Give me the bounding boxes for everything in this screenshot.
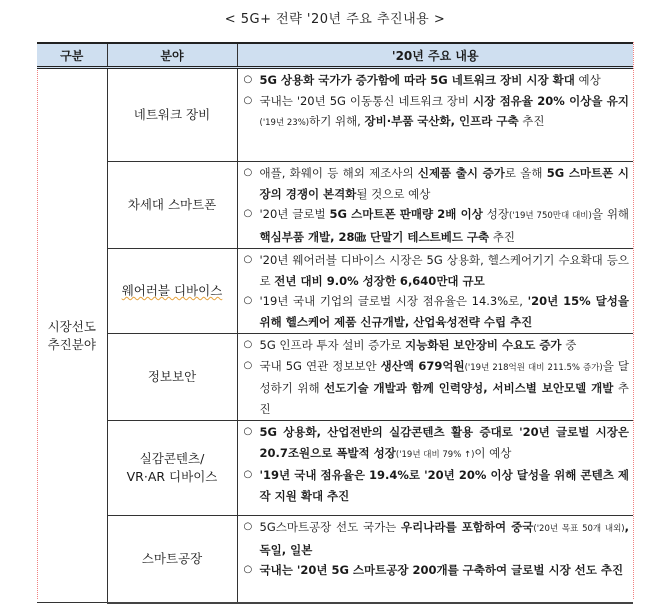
- category-line2: 추진분야: [47, 336, 96, 352]
- text-segment: 선도기술 개발과 함께 인력양성, 서비스별 보안모델 개발: [324, 381, 614, 395]
- bullet-item: [244, 291, 630, 332]
- bullet-circle-icon: ○: [243, 74, 253, 85]
- text-segment: 성장: [482, 207, 509, 221]
- text-segment: 추진: [489, 229, 516, 244]
- header-category: 구분: [37, 43, 107, 68]
- content-cell: [237, 334, 633, 421]
- content-cell: [237, 421, 633, 516]
- header-row: [37, 43, 633, 68]
- text-segment: '20년 글로벌: [259, 207, 330, 221]
- text-segment: ('19년 750만대 대비): [508, 211, 592, 221]
- field-cell: 차세대 스마트폰: [107, 162, 237, 249]
- strategy-table: [37, 42, 633, 604]
- text-segment: ('19년 대비 79% ↑): [395, 449, 475, 460]
- text-segment: 5G 상용화, 산업전반의 실감콘텐츠 활용 증대로 '20년 글로벌 시장은 20.7조원으로 폭발적 성장: [259, 425, 629, 460]
- content-cell: [237, 68, 633, 162]
- field-cell: [107, 249, 237, 334]
- text-segment: 국내는 '20년 5G 스마트공장 200개를 구축하여 글로벌 시장 선도 추진: [259, 563, 624, 577]
- text-segment: ('20년 목표 50개 내외): [533, 524, 625, 534]
- bullet-item: [244, 163, 630, 204]
- text-segment: 국내 5G 연관 정보보안: [259, 358, 381, 373]
- bullet-text: [260, 560, 630, 581]
- text-segment: 5G 스마트폰 판매량 2배 이상: [329, 207, 483, 221]
- bullet-circle-icon: ○: [243, 208, 253, 219]
- bullet-item: [244, 422, 630, 465]
- header-field: 분야: [107, 43, 237, 68]
- text-segment: 국내는 '20년 5G 이동통신 네트워크 장비: [259, 93, 474, 108]
- bullet-circle-icon: ○: [243, 339, 253, 350]
- bullet-text: [260, 70, 630, 91]
- header-content: '20년 주요 내용: [237, 43, 633, 68]
- text-segment: '20년 웨어러블 디바이스 시장은 5G 상용화, 헬스케어기기 수요확대 등으로: [259, 253, 629, 288]
- bullet-item: [244, 465, 630, 506]
- bullet-text: [260, 517, 630, 560]
- bullet-text: [260, 422, 630, 465]
- text-segment: 5G스마트공장 선도 국가는: [259, 520, 402, 534]
- field-label-line1: 실감콘텐츠/: [139, 451, 205, 466]
- bullet-circle-icon: ○: [243, 295, 253, 306]
- bullet-circle-icon: ○: [243, 254, 253, 265]
- text-segment: 을 위해: [591, 207, 630, 221]
- bullet-item: [244, 204, 630, 247]
- table-row: [37, 334, 633, 421]
- table-row: [37, 162, 633, 249]
- table-row: [37, 68, 633, 162]
- text-segment: 추진: [518, 114, 545, 128]
- category-cell: [37, 68, 107, 603]
- table-row: [37, 421, 633, 516]
- table-row: [37, 516, 633, 603]
- text-segment: 지능화된 보안장비 수요도 증가: [405, 338, 562, 352]
- text-segment: ('19년 218억원 대비 211.5% 증가): [464, 362, 603, 373]
- content-cell: [237, 516, 633, 603]
- bullet-item: [244, 91, 630, 134]
- text-segment: 추진: [259, 381, 630, 416]
- category-line1: 시장선도: [47, 318, 96, 334]
- bullet-circle-icon: ○: [243, 167, 253, 178]
- bullet-circle-icon: ○: [243, 359, 253, 371]
- bullet-text: [260, 291, 630, 332]
- bullet-circle-icon: ○: [243, 426, 253, 437]
- bullet-item: [244, 70, 630, 91]
- text-segment: 시장 점유율 20% 이상을 유지: [473, 93, 629, 108]
- text-segment: 5G 상용화 국가가 증가함에 따라 5G 네트워크 장비 시장 확대: [259, 73, 575, 87]
- content-cell: [237, 249, 633, 334]
- bullet-text: [260, 250, 630, 291]
- text-segment: , 독일, 일본: [259, 520, 629, 557]
- content-cell: [237, 162, 633, 249]
- text-segment: 예상: [574, 73, 601, 87]
- bullet-item: [244, 250, 630, 291]
- text-segment: 우리나라를 포함하여 중국: [401, 520, 534, 534]
- text-segment: 신제품 출시 증가: [417, 166, 505, 180]
- text-segment: 을 달성하기 위해: [259, 358, 629, 395]
- text-segment: '20년 15% 달성을 위해 헬스케어 제품 신규개발, 산업육성전략 수립 추진: [259, 294, 629, 329]
- text-segment: 핵심부품 개발, 28㎓ 단말기 테스트베드 구축: [259, 229, 490, 244]
- text-segment: 5G 스마트폰 시장의 경쟁이 본격화: [259, 166, 629, 201]
- field-label-line2: VR·AR 디바이스: [126, 469, 218, 484]
- bullet-text: [260, 91, 630, 134]
- text-segment: 애플, 화웨이 등 해외 제조사의: [259, 166, 418, 180]
- field-cell: 스마트공장: [107, 516, 237, 603]
- bullet-item: [244, 335, 630, 356]
- bullet-circle-icon: ○: [243, 564, 253, 575]
- text-segment: '19년 국내 기업의 글로벌 시장 점유율은 14.3%로,: [259, 294, 528, 308]
- field-label: 웨어러블 디바이스: [121, 283, 223, 298]
- bullet-item: [244, 517, 630, 560]
- text-segment: 생산액 679억원: [380, 358, 465, 373]
- text-segment: 로 올해: [504, 166, 547, 180]
- document-title: < 5G+ 전략 '20년 주요 추진내용 >: [224, 12, 446, 27]
- bullet-item: [244, 356, 630, 420]
- bullet-text: [260, 356, 630, 420]
- text-segment: 장비·부품 국산화, 인프라 구축: [364, 114, 519, 128]
- text-segment: ('19년 23%): [259, 118, 310, 128]
- text-segment: 하기 위해,: [309, 114, 365, 128]
- field-cell: 네트워크 장비: [107, 68, 237, 162]
- bullet-circle-icon: ○: [243, 94, 253, 106]
- bullet-text: [260, 163, 630, 204]
- table-row: [37, 249, 633, 334]
- bullet-circle-icon: ○: [243, 521, 253, 532]
- bullet-item: [244, 560, 630, 581]
- text-segment: 될 것으로 예상: [356, 186, 431, 201]
- bullet-circle-icon: ○: [243, 469, 253, 480]
- text-segment: 5G 인프라 투자 설비 증가로: [259, 338, 406, 352]
- text-segment: '19년 국내 점유율은 19.4%로 '20년 20% 이상 달성을 위해 콘텐츠 제작 지원 확대 추진: [259, 468, 629, 503]
- bullet-text: [260, 204, 630, 247]
- bullet-text: [260, 335, 630, 356]
- margin-guide-right: [633, 42, 634, 599]
- field-cell: 정보보안: [107, 334, 237, 421]
- text-segment: 전년 대비 9.0% 성장한 6,640만대 규모: [274, 273, 485, 288]
- field-cell: [107, 421, 237, 516]
- text-segment: 중: [561, 338, 577, 352]
- bullet-text: [260, 465, 630, 506]
- text-segment: 이 예상: [474, 445, 512, 460]
